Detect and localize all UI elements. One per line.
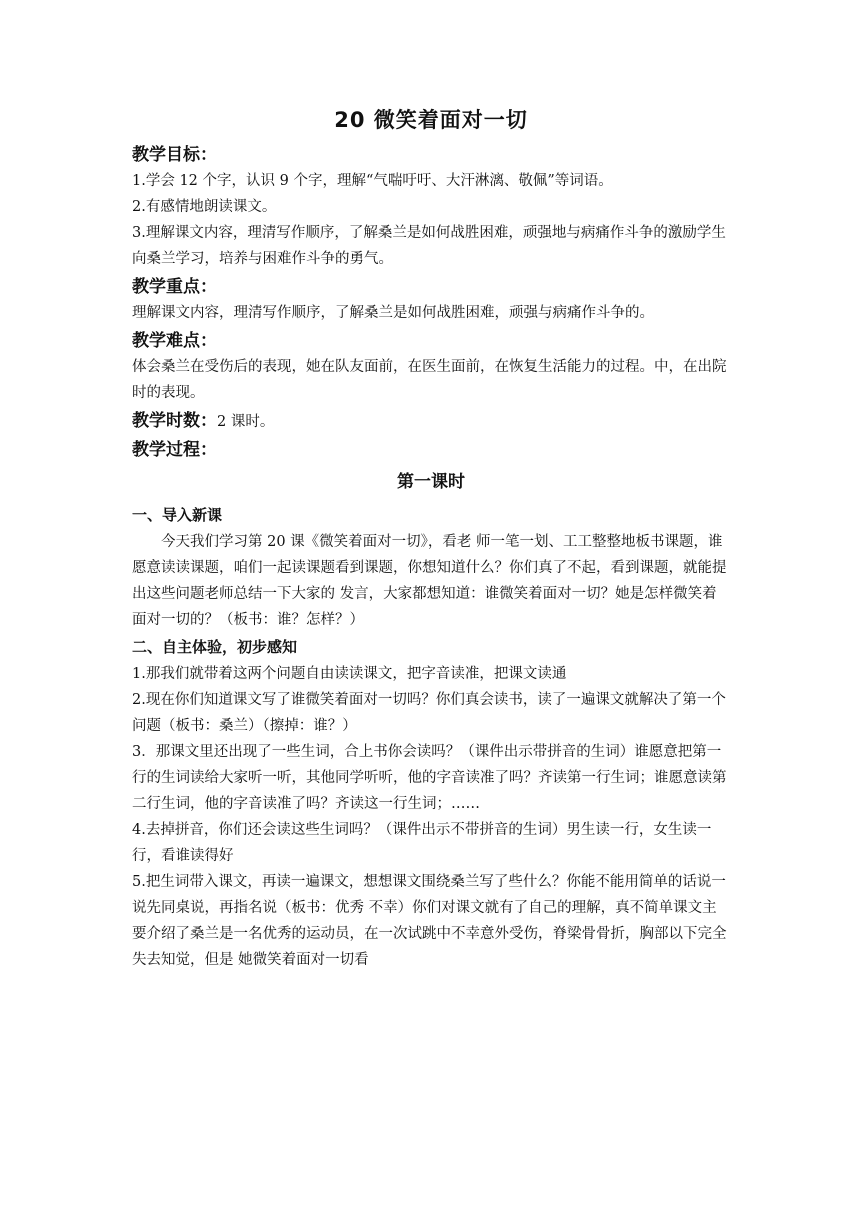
teaching-hours-label: 教学时数： bbox=[132, 411, 217, 431]
process-heading: 教学过程： bbox=[132, 440, 217, 460]
document-page bbox=[132, 104, 730, 973]
section-1-text: 今天我们学习第 20 课《微笑着面对一切》，看老 师一笔一划、工工整整地板书课题，谁愿意读读课题，咱们一起读课题看到课题，你想知道什么？你们真了不起，看到课题，就能提出这些问题老师总结一下大家的 发言，大家都想知道：谁微笑着面对一切？她是怎样微笑着面对一切的？（板书：谁？怎样？） bbox=[132, 534, 727, 628]
step-item-4: 4.去掉拼音，你们还会读这些生词吗？（课件出示不带拼音的生词）男生读一行，女生读一行，看谁读得好 bbox=[132, 822, 712, 864]
goal-item-3: 3.理解课文内容，理清写作顺序，了解桑兰是如何战胜困难，顽强地与病痛作斗争的激励学生向桑兰学习，培养与困难作斗争的勇气。 bbox=[132, 225, 726, 267]
document-title: 20 微笑着面对一切 bbox=[334, 108, 528, 132]
section-2-title: 二、自主体验，初步感知 bbox=[132, 638, 298, 656]
teaching-hours-line bbox=[132, 406, 730, 437]
lesson-title: 第一课时 bbox=[397, 472, 465, 492]
key-points-text: 理解课文内容，理清写作顺序，了解桑兰是如何战胜困难，顽强与病痛作斗争的。 bbox=[132, 305, 654, 321]
section-1-title: 一、导入新课 bbox=[132, 506, 223, 524]
step-item-5: 5.把生词带入课文，再读一遍课文，想想课文围绕桑兰写了些什么？你能不能用简单的话说一说先同桌说，再指名说（板书：优秀 不幸）你们对课文就有了自己的理解，真不简单课文主要介绍了桑兰是一名优秀的运动员，在一次试跳中不幸意外受伤，脊梁骨骨折，胸部以下完全失去知觉，但是 她微笑着面对一切看 bbox=[132, 874, 727, 968]
step-item-2: 2.现在你们知道课文写了谁微笑着面对一切吗？你们真会读书，读了一遍课文就解决了第一个问题（板书：桑兰）（擦掉：谁？） bbox=[132, 692, 726, 734]
difficulties-text: 体会桑兰在受伤后的表现，她在队友面前，在医生面前，在恢复生活能力的过程。中，在出院时的表现。 bbox=[132, 359, 727, 401]
teaching-hours-value: 2 课时。 bbox=[217, 414, 275, 430]
key-points-heading: 教学重点： bbox=[132, 277, 217, 297]
step-item-1: 1.那我们就带着这两个问题自由读读课文，把字音读准，把课文读通 bbox=[132, 666, 567, 682]
goal-item-2: 2.有感情地朗读课文。 bbox=[132, 199, 277, 215]
difficulties-heading: 教学难点： bbox=[132, 331, 217, 351]
goal-item-1: 1.学会 12 个字，认识 9 个字，理解“气喘吁吁、大汗淋漓、敬佩”等词语。 bbox=[132, 173, 613, 189]
goals-heading: 教学目标： bbox=[132, 145, 217, 165]
step-item-3: 3．那课文里还出现了一些生词，合上书你会读吗？（课件出示带拼音的生词）谁愿意把第一行的生词读给大家听一听，其他同学听听，他的字音读准了吗？齐读第一行生词；谁愿意读第二行生词，他的字音读准了吗？齐读这一行生词；…… bbox=[132, 744, 727, 812]
